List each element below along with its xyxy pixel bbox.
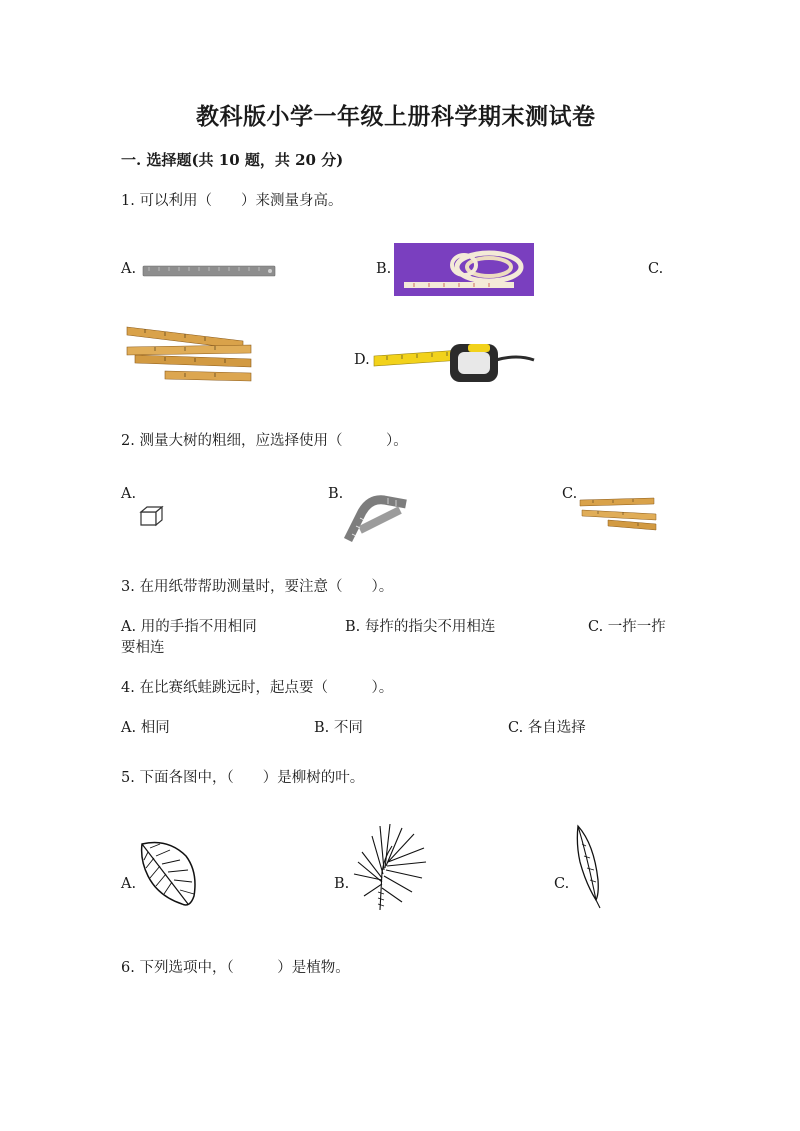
- question-6-stem: 6. 下列选项中，（ ）是植物。: [121, 960, 350, 976]
- q2-option-b-label[interactable]: B.: [328, 486, 344, 502]
- folding-wooden-ruler-icon: [578, 496, 658, 532]
- q5-option-b-label[interactable]: B.: [334, 876, 350, 892]
- soft-tape-measure-icon: [340, 490, 414, 544]
- q4-option-c[interactable]: C. 各自选择: [508, 720, 586, 736]
- q1-option-c-label[interactable]: C.: [648, 261, 664, 277]
- cube-icon: [140, 506, 164, 526]
- q1-option-a-label[interactable]: A.: [121, 261, 137, 277]
- q3-option-a[interactable]: A. 用的手指不用相同: [121, 619, 257, 635]
- question-2-stem: 2. 测量大树的粗细，应选择使用（ ）。: [121, 433, 408, 449]
- willow-leaf-icon: [572, 824, 606, 910]
- page-title: 教科版小学一年级上册科学期末测试卷: [196, 103, 596, 130]
- question-1-stem: 1. 可以利用（ ）来测量身高。: [121, 193, 343, 209]
- steel-ruler-icon: [143, 265, 275, 277]
- question-5-stem: 5. 下面各图中，（ ）是柳树的叶。: [121, 770, 365, 786]
- q5-option-c-label[interactable]: C.: [554, 876, 570, 892]
- q2-option-c-label[interactable]: C.: [562, 486, 578, 502]
- q2-option-a-label[interactable]: A.: [121, 486, 137, 502]
- q3-option-b[interactable]: B. 每拃的指尖不用相连: [345, 619, 496, 635]
- q1-option-d-label[interactable]: D.: [354, 352, 370, 368]
- section-header: 一. 选择题(共 10 题，共 20 分): [121, 151, 344, 169]
- question-3-stem: 3. 在用纸带帮助测量时，要注意（ ）。: [121, 579, 394, 595]
- retractable-tape-measure-icon: [372, 340, 536, 386]
- q1-option-b-label[interactable]: B.: [376, 261, 392, 277]
- serrated-leaf-icon: [138, 838, 200, 910]
- tape-measure-roll-icon: [394, 243, 534, 296]
- q3-option-c[interactable]: C. 一拃一拃: [588, 619, 666, 635]
- folding-wooden-ruler-icon: [125, 325, 253, 385]
- q4-option-b[interactable]: B. 不同: [314, 720, 363, 736]
- pine-needles-icon: [352, 822, 428, 912]
- q4-option-a[interactable]: A. 相同: [121, 720, 170, 736]
- q5-option-a-label[interactable]: A.: [121, 876, 137, 892]
- q3-option-c-wrap: 要相连: [121, 640, 165, 656]
- question-4-stem: 4. 在比赛纸蛙跳远时，起点要（ ）。: [121, 680, 394, 696]
